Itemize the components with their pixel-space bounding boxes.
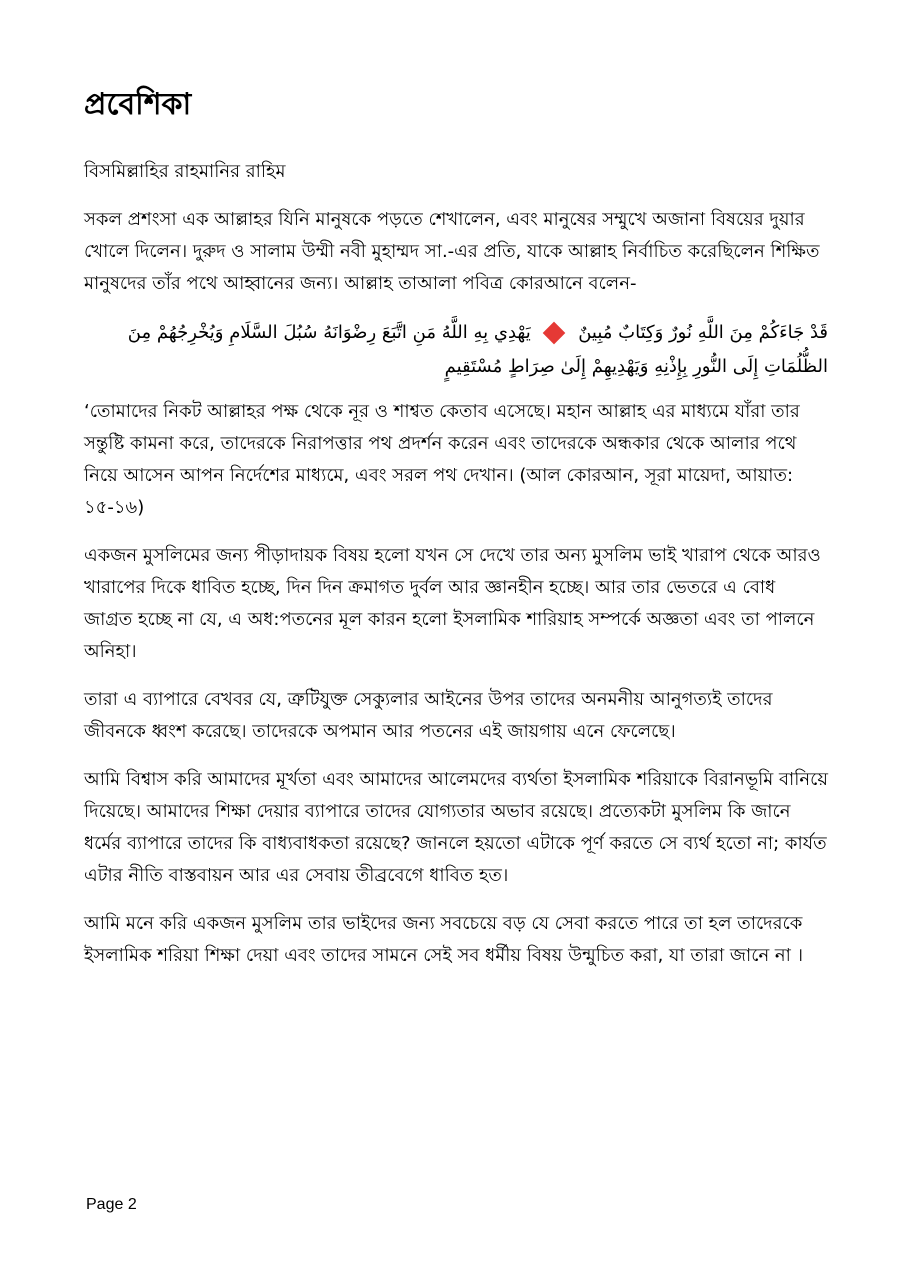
document-page [84,84,828,988]
page-title: প্রবেশিকা [84,87,192,122]
quran-verse-part-2: يَهْدِي بِهِ اللَّهُ مَنِ اتَّبَعَ رِضْوَانَهُ سُبُلَ السَّلَامِ وَيُخْرِجُهُمْ مِنَ الظُّلُمَاتِ إِلَى النُّورِ بِإِذْنِهِ وَيَهْدِيهِمْ إِلَىٰ صِرَاطٍ مُسْتَقِيمٍ [127,322,828,377]
body-paragraph-5: আমি মনে করি একজন মুসলিম তার ভাইদের জন্য সবচেয়ে বড় যে সেবা করতে পারে তা হল তাদেরকে ইসলামিক শরিয়া শিক্ষা দেয়া এবং তাদের সামনে সেই সব ধর্মীয় বিষয় উন্মুচিত করা, যা তারা জানে না । [84,913,804,966]
intro-paragraph: সকল প্রশংসা এক আল্লাহর যিনি মানুষকে পড়তে শেখালেন, এবং মানুষের সম্মুখে অজানা বিষয়ের দুয়ার খোলে দিলেন। দুরুদ ও সালাম উম্মী নবী মুহাম্মদ সা.-এর প্রতি, যাকে আল্লাহ নির্বাচিত করেছিলেন শিক্ষিত মানুষদের তাঁর পথে আহ্বানের জন্য। আল্লাহ তাআলা পবিত্র কোরআনে বলেন- [84,209,820,294]
body-paragraph-4: আমি বিশ্বাস করি আমাদের মূর্খতা এবং আমাদের আলেমদের ব্যর্থতা ইসলামিক শরিয়াকে বিরানভূমি বানিয়ে দিয়েছে। আমাদের শিক্ষা দেয়ার ব্যাপারে তাদের যোগ্যতার অভাব রয়েছে। প্রত্যেকটা মুসলিম কি জানে ধর্মের ব্যাপারে তাদের কি বাধ্যবাধকতা রয়েছে? জানলে হয়তো এটাকে পূর্ণ করতে সে ব্যর্থ হতো না; কার্যত এটার নীতি বাস্তবায়ন আর এর সেবায় তীব্রবেগে ধাবিত হত। [84,769,828,886]
page-number: Page 2 [86,1196,137,1213]
body-paragraph-2: একজন মুসলিমের জন্য পীড়াদায়ক বিষয় হলো যখন সে দেখে তার অন্য মুসলিম ভাই খারাপ থেকে আরও খারাপের দিকে ধাবিত হচ্ছে, দিন দিন ক্রমাগত দুর্বল আর জ্ঞানহীন হচ্ছে। আর তার ভেতরে এ বোধ জাগ্রত হচ্ছে না যে, এ অধ:পতনের মূল কারন হলো ইসলামিক শারিয়াহ সম্পর্কে অজ্ঞতা এবং তা পালনে অনিহা। [84,545,821,662]
verse-translation: ‘তোমাদের নিকট আল্লাহর পক্ষ থেকে নূর ও শাশ্বত কেতাব এসেছে। মহান আল্লাহ এর মাধ্যমে যাঁরা তার সন্তুষ্টি কামনা করে, তাদেরকে নিরাপত্তার পথ প্রদর্শন করেন এবং তাদেরকে অন্ধকার থেকে আলার পথে নিয়ে আসেন আপন নির্দেশের মাধ্যমে, এবং সরল পথ দেখান। (আল কোরআন, সূরা মায়েদা, আয়াত: ১৫-১৬) [84,401,800,518]
ayah-separator-icon [543,322,566,345]
quran-verse-part-1: قَدْ جَاءَكُمْ مِنَ اللَّهِ نُورٌ وَكِتَابٌ مُبِينٌ [578,322,828,343]
quran-verse-arabic [84,316,828,384]
body-paragraph-3: তারা এ ব্যাপারে বেখবর যে, ত্রুটিযুক্ত সেক্যুলার আইনের উপর তাদের অনমনীয় আনুগত্যই তাদের জীবনকে ধ্বংশ করেছে। তাদেরকে অপমান আর পতনের এই জায়গায় এনে ফেলেছে। [84,689,773,742]
bismillah-line: বিসমিল্লাহির রাহমানির রাহিম [84,161,286,182]
